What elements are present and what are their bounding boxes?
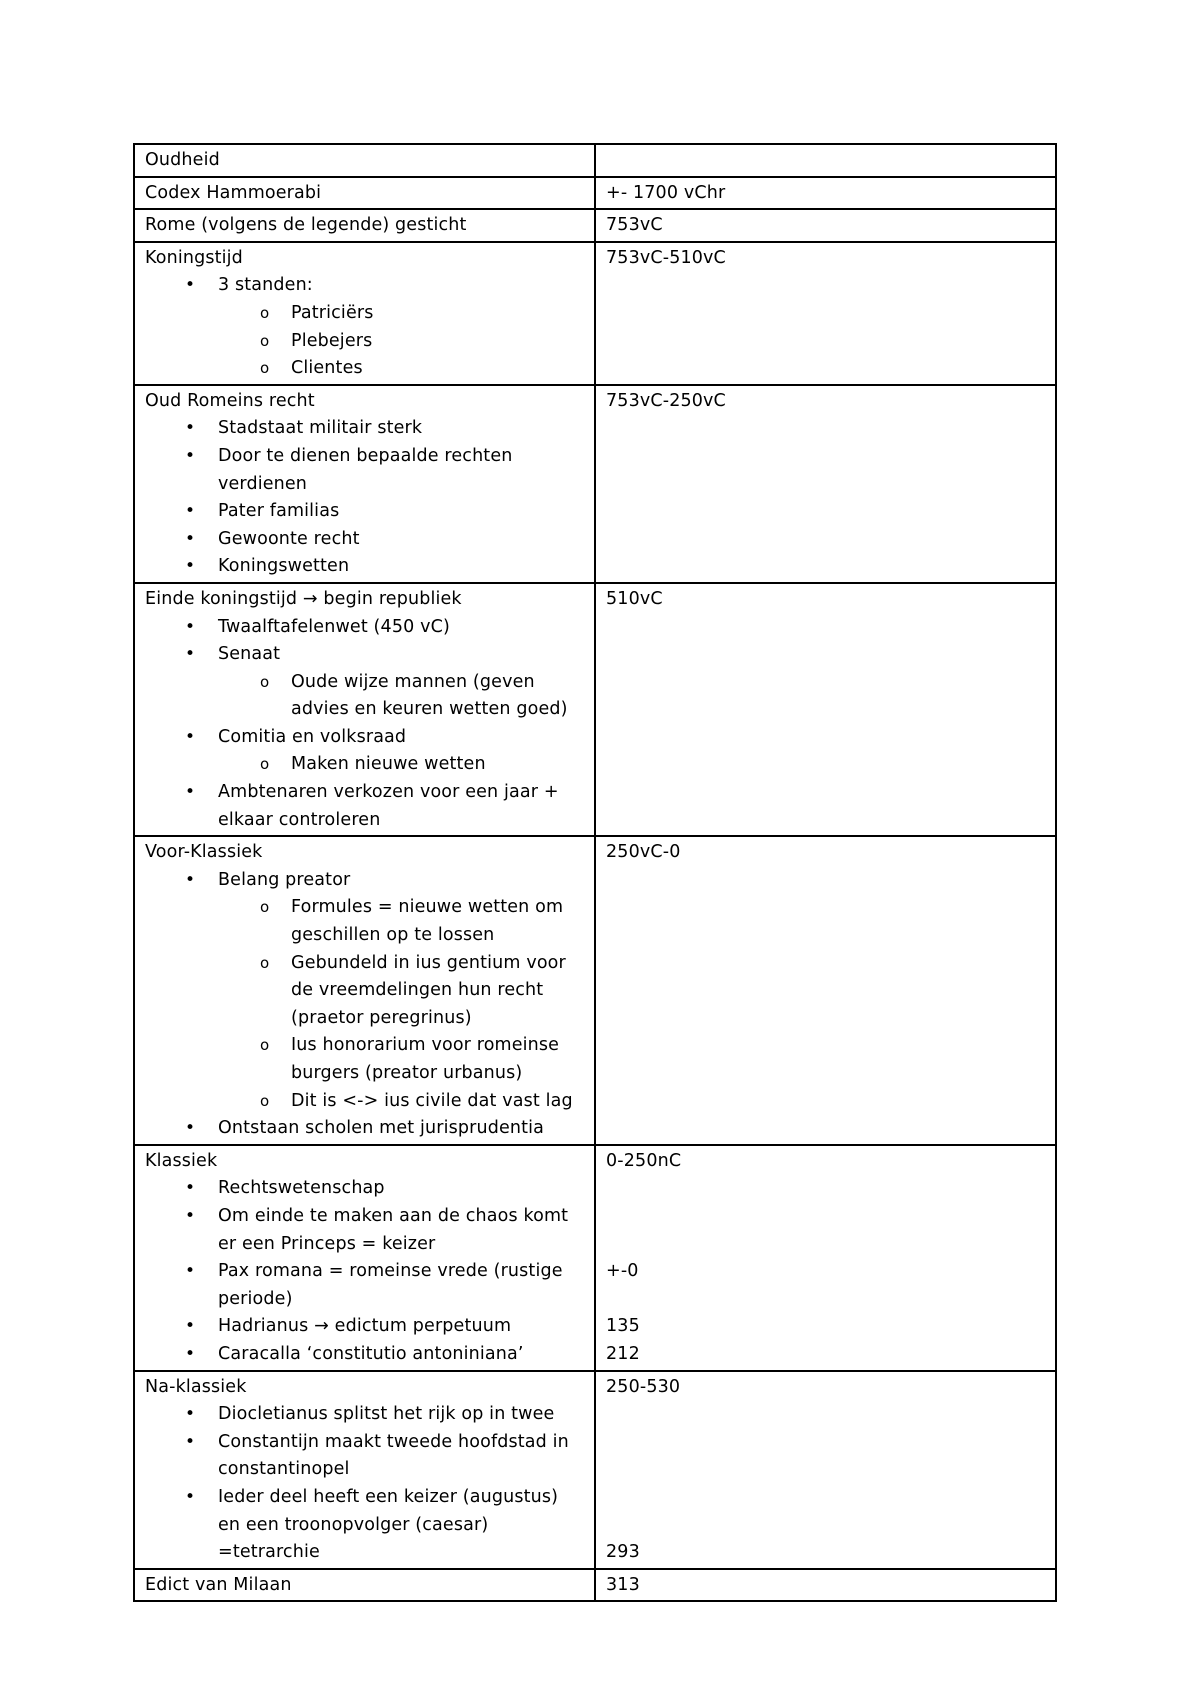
section-heading (145, 1572, 584, 1600)
section-heading (145, 1374, 584, 1402)
bullet-item (145, 272, 584, 300)
line-text: Oude wijze mannen (geven (291, 671, 535, 692)
section-heading (145, 212, 584, 240)
sub-bullet-item (145, 355, 584, 383)
section-heading (145, 180, 584, 208)
bullet-marker-icon: • (185, 726, 196, 747)
sub-bullet-item (145, 696, 584, 724)
bullet-marker-icon: • (185, 1118, 196, 1139)
circle-marker-icon: o (260, 303, 270, 322)
line-text: Ontstaan scholen met jurisprudentia (218, 1118, 545, 1139)
sub-bullet-item (145, 1060, 584, 1088)
table-row (134, 144, 1056, 177)
bullet-item (145, 1484, 584, 1512)
bullet-item (145, 641, 584, 669)
section-heading (145, 388, 584, 416)
date-text: +-0 (606, 1261, 639, 1282)
date-text: 212 (606, 1343, 640, 1364)
bullet-item (145, 526, 584, 554)
date-text: 313 (606, 1574, 640, 1595)
sub-bullet-item (145, 751, 584, 779)
line-text: Clientes (291, 358, 363, 379)
date-text (606, 1512, 1045, 1540)
timeline-table (133, 143, 1057, 1602)
bullet-item (145, 867, 584, 895)
circle-marker-icon: o (260, 359, 270, 378)
bullet-marker-icon: • (185, 556, 196, 577)
bullet-item (145, 1313, 584, 1341)
line-text: Gewoonte recht (218, 528, 360, 549)
bullet-marker-icon: • (185, 616, 196, 637)
topic-cell (134, 177, 595, 210)
section-heading (145, 245, 584, 273)
date-cell (595, 1145, 1056, 1371)
line-text: Edict van Milaan (145, 1574, 292, 1595)
line-text: Maken nieuwe wetten (291, 754, 486, 775)
bullet-marker-icon: • (185, 1404, 196, 1425)
date-cell (595, 242, 1056, 385)
sub-bullet-item (145, 328, 584, 356)
topic-cell (134, 242, 595, 385)
bullet-marker-icon: • (185, 501, 196, 522)
line-text: geschillen op te lossen (291, 925, 495, 946)
line-text: Door te dienen bepaalde rechten (218, 445, 513, 466)
circle-marker-icon: o (260, 898, 270, 917)
table-row (134, 385, 1056, 583)
date-text (606, 1175, 1045, 1203)
line-text: Koningstijd (145, 247, 243, 268)
bullet-item (145, 1456, 584, 1484)
bullet-marker-icon: • (185, 418, 196, 439)
line-text: Gebundeld in ius gentium voor (291, 952, 566, 973)
sub-bullet-item (145, 894, 584, 922)
sub-bullet-item (145, 300, 584, 328)
date-text (606, 1231, 1045, 1259)
bullet-marker-icon: • (185, 528, 196, 549)
line-text: Pax romana = romeinse vrede (rustige (218, 1261, 563, 1282)
date-cell (595, 177, 1056, 210)
bullet-marker-icon: • (185, 1343, 196, 1364)
topic-cell (134, 1145, 595, 1371)
topic-cell (134, 209, 595, 242)
line-text: de vreemdelingen hun recht (291, 980, 544, 1001)
line-text: Stadstaat militair sterk (218, 418, 423, 439)
date-text: 250-530 (606, 1376, 681, 1397)
bullet-marker-icon: • (185, 445, 196, 466)
bullet-item (145, 1286, 584, 1314)
circle-marker-icon: o (260, 1036, 270, 1055)
line-text: er een Princeps = keizer (218, 1233, 436, 1254)
line-text: Dit is <-> ius civile dat vast lag (291, 1090, 573, 1111)
bullet-marker-icon: • (185, 1178, 196, 1199)
bullet-item (145, 807, 584, 835)
bullet-item (145, 1203, 584, 1231)
sub-bullet-item (145, 1088, 584, 1116)
sub-bullet-item (145, 1005, 584, 1033)
date-text (606, 1203, 1045, 1231)
date-text (606, 1401, 1045, 1429)
line-text: Patriciërs (291, 302, 374, 323)
bullet-item (145, 1231, 584, 1259)
topic-cell (134, 1569, 595, 1602)
bullet-item (145, 443, 584, 471)
line-text: Formules = nieuwe wetten om (291, 897, 564, 918)
bullet-marker-icon: • (185, 869, 196, 890)
bullet-marker-icon: • (185, 275, 196, 296)
line-text: Ius honorarium voor romeinse (291, 1035, 560, 1056)
topic-cell (134, 836, 595, 1145)
date-text (606, 1286, 1045, 1314)
bullet-marker-icon: • (185, 1486, 196, 1507)
line-text: Ambtenaren verkozen voor een jaar + (218, 782, 559, 803)
timeline-table-body (134, 144, 1056, 1601)
line-text: Oud Romeins recht (145, 390, 315, 411)
line-text: Na-klassiek (145, 1376, 247, 1397)
date-cell (595, 583, 1056, 836)
date-text: 753vC-250vC (606, 390, 726, 411)
bullet-marker-icon: • (185, 1431, 196, 1452)
sub-bullet-item (145, 1032, 584, 1060)
circle-marker-icon: o (260, 331, 270, 350)
date-cell (595, 1371, 1056, 1569)
sub-bullet-item (145, 977, 584, 1005)
date-cell (595, 836, 1056, 1145)
bullet-item (145, 779, 584, 807)
line-text: verdienen (218, 473, 308, 494)
table-row (134, 177, 1056, 210)
date-cell (595, 144, 1056, 177)
table-row (134, 242, 1056, 385)
circle-marker-icon: o (260, 755, 270, 774)
table-row (134, 1569, 1056, 1602)
line-text: constantinopel (218, 1459, 350, 1480)
line-text: burgers (preator urbanus) (291, 1063, 523, 1083)
section-heading (145, 1148, 584, 1176)
date-text: 0-250nC (606, 1150, 682, 1171)
line-text: (praetor peregrinus) (291, 1007, 472, 1028)
line-text: Rome (volgens de legende) gesticht (145, 215, 467, 236)
topic-cell (134, 385, 595, 583)
bullet-item (145, 1512, 584, 1540)
line-text: Diocletianus splitst het rijk op in twee (218, 1404, 555, 1425)
bullet-marker-icon: • (185, 644, 196, 665)
line-text: Rechtswetenschap (218, 1178, 385, 1199)
line-text: Comitia en volksraad (218, 726, 407, 747)
bullet-item (145, 498, 584, 526)
table-row (134, 583, 1056, 836)
date-text: 250vC-0 (606, 842, 681, 863)
bullet-marker-icon: • (185, 1261, 196, 1282)
date-text: 753vC (606, 215, 663, 236)
date-text: 753vC-510vC (606, 247, 726, 268)
line-text: Einde koningstijd → begin republiek (145, 588, 462, 609)
bullet-item (145, 1341, 584, 1369)
bullet-item (145, 724, 584, 752)
bullet-item (145, 1115, 584, 1143)
topic-cell (134, 1371, 595, 1569)
line-text: Senaat (218, 644, 281, 665)
bullet-marker-icon: • (185, 782, 196, 803)
line-text: Codex Hammoerabi (145, 182, 322, 203)
section-heading (145, 839, 584, 867)
bullet-item (145, 1539, 584, 1567)
empty-line (606, 147, 1045, 175)
bullet-item (145, 1401, 584, 1429)
date-text: 510vC (606, 588, 663, 609)
date-text: 135 (606, 1316, 640, 1337)
circle-marker-icon: o (260, 1091, 270, 1110)
line-text: Twaalftafelenwet (450 vC) (218, 616, 450, 637)
table-row (134, 836, 1056, 1145)
bullet-item (145, 1175, 584, 1203)
bullet-item (145, 1429, 584, 1457)
section-heading (145, 586, 584, 614)
date-text (606, 1484, 1045, 1512)
date-text: 293 (606, 1542, 640, 1563)
date-cell (595, 385, 1056, 583)
circle-marker-icon: o (260, 672, 270, 691)
date-cell (595, 1569, 1056, 1602)
line-text: =tetrarchie (218, 1542, 320, 1563)
line-text: periode) (218, 1288, 293, 1309)
line-text: Pater familias (218, 501, 340, 522)
bullet-marker-icon: • (185, 1316, 196, 1337)
line-text: elkaar controleren (218, 809, 381, 830)
bullet-item (145, 415, 584, 443)
line-text: Plebejers (291, 330, 373, 351)
table-row (134, 209, 1056, 242)
date-cell (595, 209, 1056, 242)
date-text (606, 1429, 1045, 1457)
line-text: Constantijn maakt tweede hoofdstad in (218, 1431, 569, 1452)
circle-marker-icon: o (260, 953, 270, 972)
bullet-item (145, 1258, 584, 1286)
line-text: Voor-Klassiek (145, 842, 263, 863)
line-text: advies en keuren wetten goed) (291, 699, 568, 720)
line-text: Caracalla ‘constitutio antoniniana’ (218, 1343, 524, 1364)
line-text: 3 standen: (218, 275, 313, 296)
bullet-marker-icon: • (185, 1205, 196, 1226)
date-text: +- 1700 vChr (606, 182, 726, 203)
line-text: Om einde te maken aan de chaos komt (218, 1205, 569, 1226)
section-heading (145, 147, 584, 175)
line-text: Koningswetten (218, 556, 350, 577)
sub-bullet-item (145, 922, 584, 950)
line-text: en een troonopvolger (caesar) (218, 1514, 489, 1535)
line-text: Belang preator (218, 869, 351, 890)
table-row (134, 1145, 1056, 1371)
line-text: Klassiek (145, 1150, 218, 1171)
table-row (134, 1371, 1056, 1569)
bullet-item (145, 471, 584, 499)
date-text (606, 1456, 1045, 1484)
bullet-item (145, 553, 584, 581)
line-text: Ieder deel heeft een keizer (augustus) (218, 1486, 559, 1507)
bullet-item (145, 614, 584, 642)
line-text: Hadrianus → edictum perpetuum (218, 1316, 512, 1337)
sub-bullet-item (145, 669, 584, 697)
topic-cell (134, 583, 595, 836)
topic-cell (134, 144, 595, 177)
line-text: Oudheid (145, 150, 220, 170)
sub-bullet-item (145, 950, 584, 978)
